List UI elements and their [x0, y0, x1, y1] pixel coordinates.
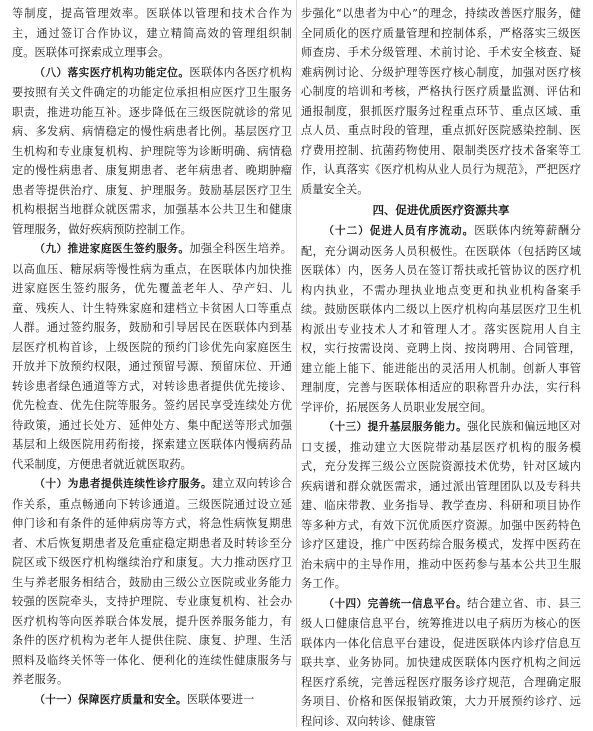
- paragraph-information-platform: [301, 594, 581, 731]
- paragraph-continuous-care: [12, 474, 292, 690]
- paragraph-text: 医联体内统筹薪酬分配，充分调动医务人员积极性。在医联体（包括跨区域医联体）内，医务人员在签订帮扶或托管协议的医疗机构内执业，不需办理执业地点变更和执业机构备案手续。鼓励医联体内二级以上医疗机构向基层医疗卫生机构派出专业技术人才和管理人才。落实医院用人自主权，实行按需设岗、竞聘上岗、按岗聘用、合同管理，建立能上能下、能进能出的灵活用人机制。创新人事管理制度，完善与医联体相适应的职称晋升办法，实行科学评价，拓展医务人员职业发展空间。: [301, 224, 581, 414]
- paragraph-family-doctor: [12, 239, 292, 474]
- paragraph-heading: （十）为患者提供连续性诊疗服务。: [34, 478, 212, 490]
- paragraph-text: 步强化“以患者为中心”的理念，持续改善医疗服务，健全同质化的医疗质量管理和控制体系，严格落实三级医师查房、手术分级管理、术前讨论、手术安全核查、疑难病例讨论、分级护理等医疗核心制度，加强对医疗核心制度的培训和考核，严格执行医疗质量监测、评估和通报制度，狠抓医疗服务过程重点环节、重点区域、重点人员、重点时段的管理，重点抓好医院感染控制、医疗费用控制、抗菌药物使用、限制类医疗技术备案等工作，认真落实《医疗机构从业人员行为规范》，严把医疗质量安全关。: [301, 7, 581, 196]
- paragraph-heading: （十四）完善统一信息平台。: [323, 598, 467, 610]
- column-divider: [296, 0, 297, 727]
- paragraph-text: 加强全科医生培养。以高血压、糖尿病等慢性病为重点，在医联体内加快推进家庭医生签约服务，优先覆盖老年人、孕产妇、儿童、残疾人、计生特殊家庭和建档立卡贫困人口等重点人群。通过签约服务，鼓励和引导居民在医联体内到基层医疗机构首诊，上级医院的预约门诊优先向家庭医生开放并下放预约权限，通过预留号源、预留床位、开通转诊患者绿色通道等方式，对转诊患者提供优先接诊、优先检查、优先住院等服务。签约居民享受连续处方优待政策，通过长处方、延伸处方、集中配送等形式加强基层和上级医院用药衔接，探索建立医联体内慢病药品代采制度，方便患者就近就医取药。: [12, 242, 292, 471]
- paragraph-heading: （八）落实医疗机构功能定位。: [34, 67, 189, 79]
- paragraph-text: 强化民族和偏远地区对口支援，推动建立大医院带动基层医疗机构的服务模式，充分发挥三级公立医院资源技术优势，针对区域内疾病谱和群众就医需求，通过派出管理团队以及专科共建、临床带教、业务指导、教学查房、科研和项目协作等多种方式，有效下沉优质医疗资源。加强中医药特色诊疗区建设，推广中医药综合服务模式，发挥中医药在治未病中的主导作用，推动中医药参与基本公共卫生服务工作。: [301, 420, 581, 590]
- paragraph-staff-flow: [301, 221, 581, 417]
- paragraph-text: 医联体内各医疗机构要按照有关文件确定的功能定位承担相应医疗卫生服务职责，推进功能互补。逐步降低在三级医院就诊的常见病、多发病、病情稳定的慢性病患者比例。基层医疗卫生机构和专业康复机构、护理院等为诊断明确、病情稳定的慢性病患者、康复期患者、老年病患者、晚期肿瘤患者等提供治疗、康复、护理服务。鼓励基层医疗卫生机构根据当地群众就医需求，加强基本公共卫生和健康管理服务，做好疾病预防控制工作。: [12, 66, 292, 236]
- paragraph-text: 建立双向转诊合作关系，重点畅通向下转诊通道。三级医院通过设立延伸门诊和有条件的延伸病房等方式，将急性病恢复期患者、术后恢复期患者及危重症稳定期患者及时转诊至分院区或下级医疗机构继续治疗和康复。大力推动医疗卫生与养老服务相结合，鼓励由三级公立医院或业务能力较强的医院牵头，支持护理院、专业康复机构、社会办医疗机构等向医养联合体发展，提升医养服务能力，有条件的医疗机构为老年人提供住院、康复、护理、生活照料及临终关怀等一体化、便利化的连续性健康服务与养老服务。: [12, 477, 292, 686]
- paragraph-function-positioning: [12, 63, 292, 240]
- paragraph-heading: （十三）提升基层服务能力。: [323, 421, 467, 433]
- paragraph-heading: （十二）促进人员有序流动。: [323, 225, 474, 237]
- paragraph-heading: （十一）保障医疗质量和安全。: [34, 694, 187, 706]
- paragraph-text: 结合建立省、市、县三级人口健康信息平台，统筹推进以电子病历为核心的医联体内一体化信息平台建设，促进医联体内诊疗信息互联共享、业务协同。加快建成医联体内医疗机构之间远程医疗系统，完善远程医疗服务诊疗规范，合理确定服务项目、价格和医保报销政策，大力开展预约诊疗、远程问诊、双向转诊、健康管: [301, 597, 581, 728]
- section-title: 四、促进优质医疗资源共享: [301, 199, 581, 221]
- paragraph-primary-capacity: [301, 417, 581, 594]
- paragraph-quality-safety: [12, 690, 292, 711]
- paragraph-text: 等制度，提高管理效率。医联体以管理和技术合作为主，通过签订合作协议，建立精简高效的管理组织制度。医联体可探索成立理事会。: [12, 7, 292, 59]
- paragraph-continued: [12, 4, 292, 63]
- paragraph-text: 医联体要进一: [187, 693, 254, 706]
- paragraph-continued: [301, 4, 581, 199]
- left-column: [12, 4, 292, 710]
- right-column: [301, 4, 581, 731]
- paragraph-heading: （九）推进家庭医生签约服务。: [34, 243, 189, 255]
